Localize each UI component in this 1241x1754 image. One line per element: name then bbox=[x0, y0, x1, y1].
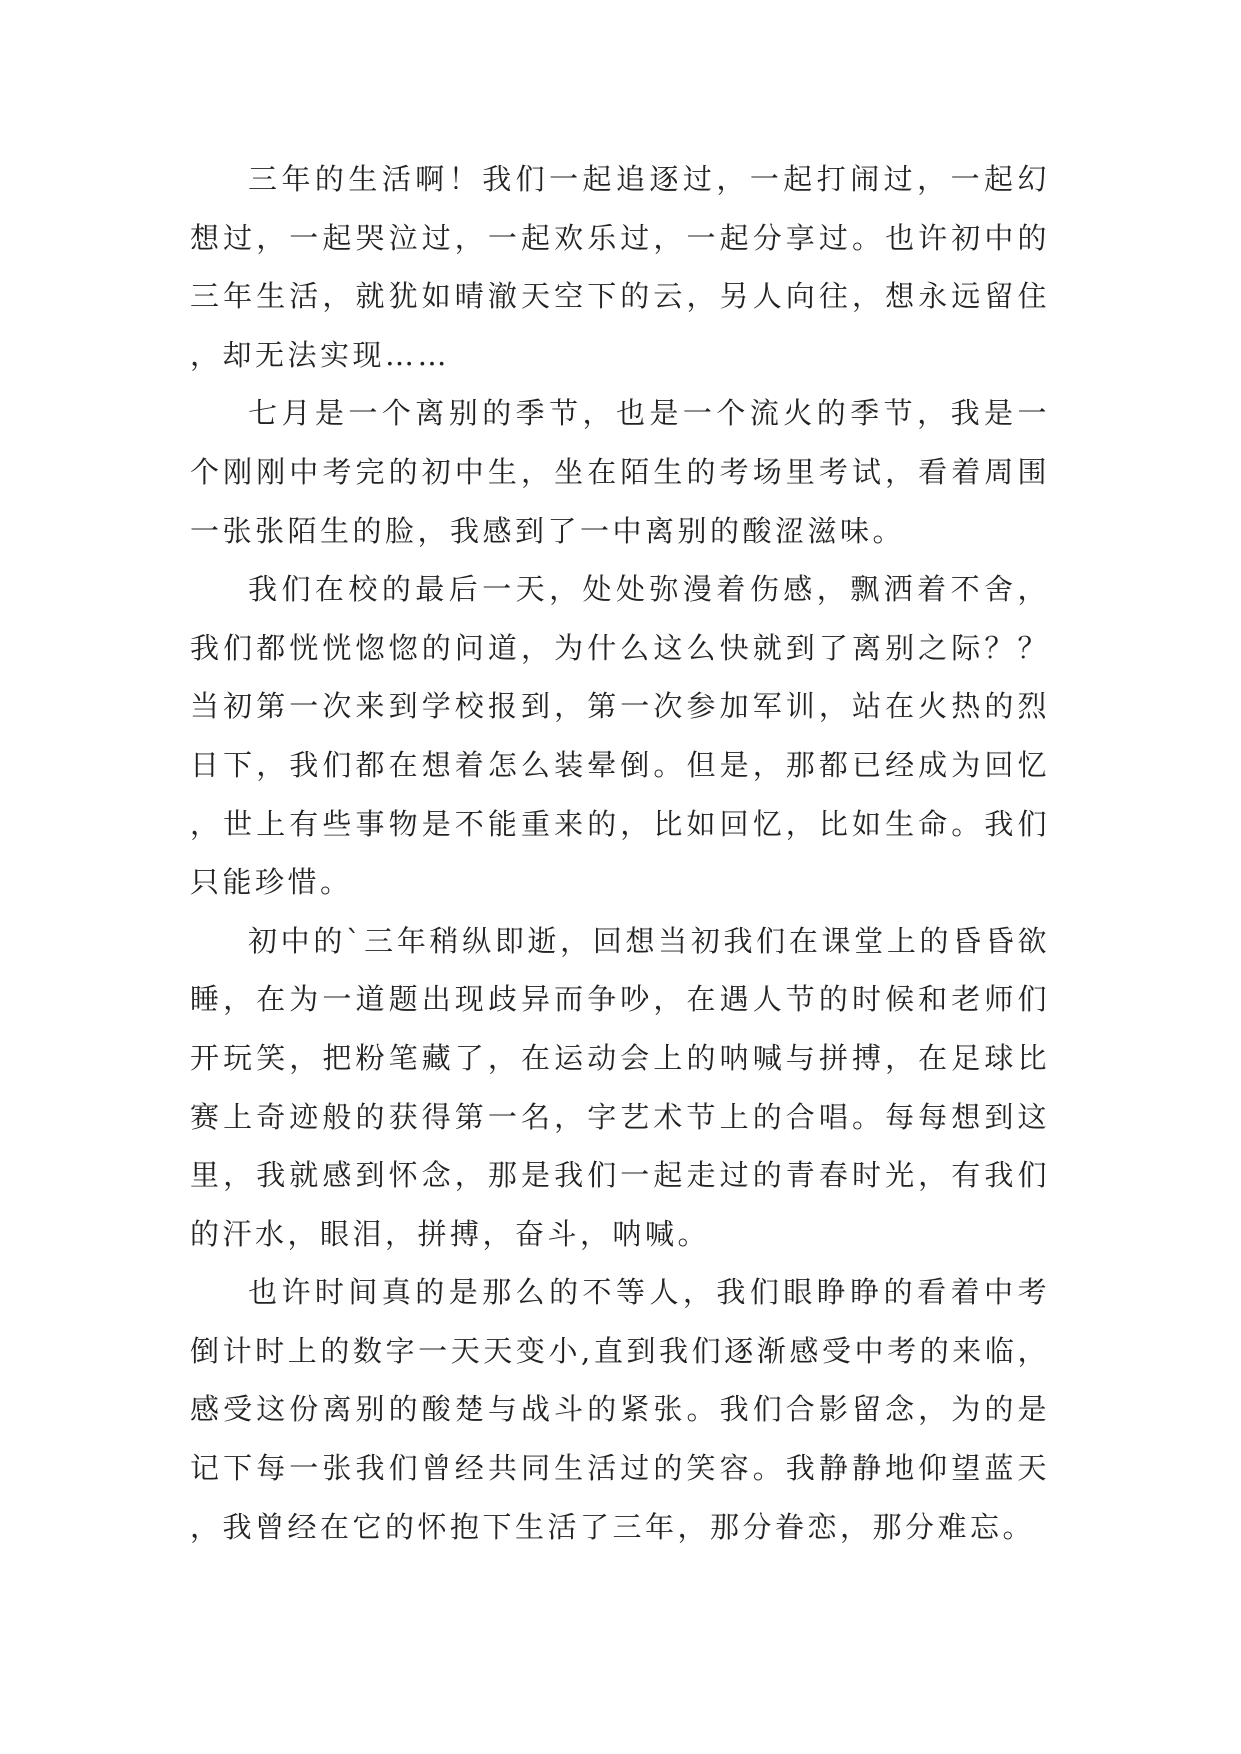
document-body bbox=[190, 150, 1050, 1556]
paragraph-4: 初中的`三年稍纵即逝，回想当初我们在课堂上的昏昏欲睡，在为一道题出现歧异而争吵，在遇人节的时候和老师们开玩笑，把粉笔藏了，在运动会上的呐喊与拼搏，在足球比赛上奇迹般的获得第一名，字艺术节上的合唱。每每想到这里，我就感到怀念，那是我们一起走过的青春时光，有我们的汗水，眼泪，拼搏，奋斗，呐喊。 bbox=[190, 923, 1050, 1251]
paragraph-1: 三年的生活啊！我们一起追逐过，一起打闹过，一起幻想过，一起哭泣过，一起欢乐过，一起分享过。也许初中的三年生活，就犹如晴澈天空下的云，另人向往，想永远留住，却无法实现…… bbox=[190, 162, 1050, 372]
paragraph-3: 我们在校的最后一天，处处弥漫着伤感，飘洒着不舍，我们都恍恍惚惚的问道，为什么这么快就到了离别之际？？当初第一次来到学校报到，第一次参加军训，站在火热的烈日下，我们都在想着怎么装晕倒。但是，那都已经成为回忆，世上有些事物是不能重来的，比如回忆，比如生命。我们只能珍惜。 bbox=[190, 572, 1050, 900]
paragraph-5: 也许时间真的是那么的不等人，我们眼睁睁的看着中考倒计时上的数字一天天变小,直到我们逐渐感受中考的来临，感受这份离别的酸楚与战斗的紧张。我们合影留念，为的是记下每一张我们曾经共同生活过的笑容。我静静地仰望蓝天，我曾经在它的怀抱下生活了三年，那分眷恋，那分难忘。 bbox=[190, 1275, 1050, 1544]
paragraph-2: 七月是一个离别的季节，也是一个流火的季节，我是一个刚刚中考完的初中生，坐在陌生的考场里考试，看着周围一张张陌生的脸，我感到了一中离别的酸涩滋味。 bbox=[190, 396, 1050, 548]
